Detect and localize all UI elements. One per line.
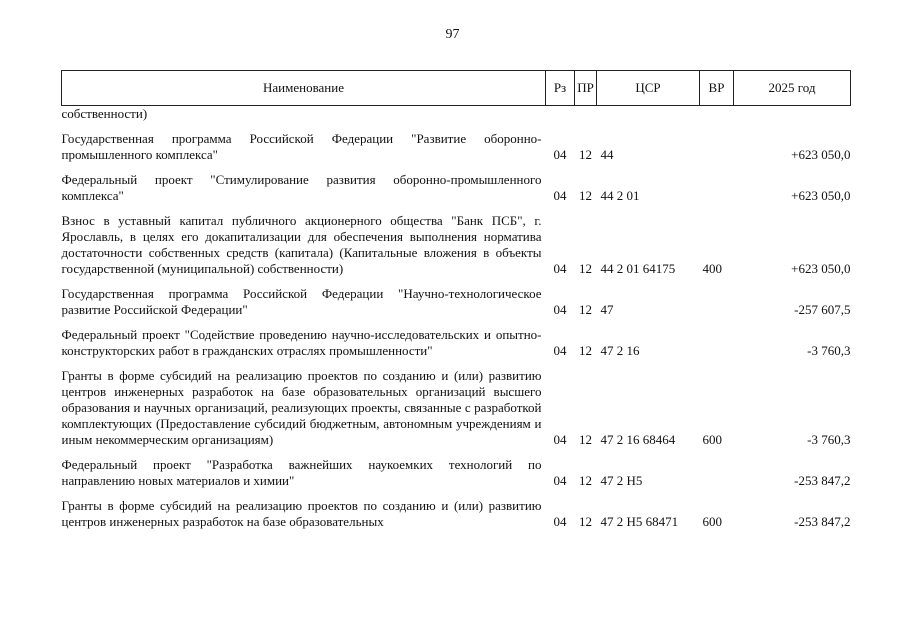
row-pr: 12 (579, 147, 592, 162)
row-vr (700, 448, 734, 489)
row-rz: 04 (553, 302, 567, 317)
row-name: Гранты в форме субсидий на реализацию проектов по созданию и (или) развитию центров инженерных разработок на базе образовательных (61, 498, 542, 529)
row-vr (700, 163, 734, 204)
row-name: Государственная программа Российской Федерации "Развитие оборонно-промышленного комплекса" (61, 131, 542, 162)
row-pr: 12 (579, 302, 592, 317)
header-year: 2025 год (734, 71, 851, 106)
row-vr: 600 (702, 514, 722, 529)
row-csr: 47 2 Н5 68471 (600, 514, 679, 529)
row-amount: -3 760,3 (807, 343, 851, 358)
row-csr: 47 2 16 68464 (600, 432, 676, 447)
row-csr: 44 2 01 (600, 188, 640, 203)
row-vr (700, 106, 734, 123)
row-rz: 04 (553, 147, 567, 162)
table-row (62, 448, 851, 489)
row-amount: -253 847,2 (794, 473, 851, 488)
row-amount: -253 847,2 (794, 514, 851, 529)
header-pr: ПР (575, 71, 597, 106)
page-number: 97 (445, 27, 460, 42)
row-amount: +623 050,0 (791, 261, 851, 276)
row-csr: 44 (600, 147, 614, 162)
row-csr: 47 2 Н5 (600, 473, 643, 488)
row-amount: -257 607,5 (794, 302, 851, 317)
row-amount: +623 050,0 (791, 188, 851, 203)
header-rz: Рз (546, 71, 575, 106)
row-rz: 04 (553, 188, 567, 203)
row-rz: 04 (553, 432, 567, 447)
row-amount (734, 106, 851, 123)
row-rz: 04 (553, 261, 567, 276)
row-pr: 12 (579, 432, 592, 447)
row-rz (546, 106, 575, 123)
row-name: собственности) (61, 106, 148, 121)
row-name: Федеральный проект "Разработка важнейших наукоемких технологий по направлению новых материалов и химии" (61, 457, 542, 488)
row-pr: 12 (579, 514, 592, 529)
row-pr: 12 (579, 473, 592, 488)
row-pr: 12 (579, 261, 592, 276)
budget-table (61, 70, 851, 530)
row-pr: 12 (579, 343, 592, 358)
row-name: Взнос в уставный капитал публичного акционерного общества "Банк ПСБ", г. Ярославль, в целях его докапитализации для обеспечения выполнения норматива достаточности собственных средств (капитала) (Капитальные вложения в объекты государственной (муниципальной) собственности) (61, 213, 542, 276)
row-csr: 47 2 16 (600, 343, 640, 358)
table-row (62, 318, 851, 359)
row-name: Федеральный проект "Содействие проведению научно-исследовательских и опытно-конструкторских работ в гражданских отраслях промышленности" (61, 327, 542, 358)
row-pr: 12 (579, 188, 592, 203)
table-row (62, 359, 851, 448)
row-rz: 04 (553, 473, 567, 488)
table-row (62, 277, 851, 318)
row-amount: +623 050,0 (791, 147, 851, 162)
row-name: Гранты в форме субсидий на реализацию проектов по созданию и (или) развитию центров инженерных разработок на базе образовательных организаций высшего образования и научных организаций, реализующих проекты, связанные с разработкой комплектующих (Предоставление субсидий бюджетным, автономным учреждениям и иным некоммерческим организациям) (61, 368, 542, 447)
row-pr (575, 106, 597, 123)
row-name: Государственная программа Российской Федерации "Научно-технологическое развитие Российской Федерации" (61, 286, 542, 317)
row-rz: 04 (553, 514, 567, 529)
table-body (62, 106, 851, 531)
table-header (62, 71, 851, 106)
row-csr (597, 106, 700, 123)
header-name: Наименование (62, 71, 546, 106)
table-row (62, 106, 851, 123)
table-row (62, 163, 851, 204)
header-csr: ЦСР (597, 71, 700, 106)
row-vr (700, 318, 734, 359)
table-row (62, 204, 851, 277)
header-vr: ВР (700, 71, 734, 106)
row-csr: 44 2 01 64175 (600, 261, 676, 276)
table-row (62, 122, 851, 163)
row-name: Федеральный проект "Стимулирование развития оборонно-промышленного комплекса" (61, 172, 542, 203)
row-vr: 600 (702, 432, 722, 447)
table-row (62, 489, 851, 530)
row-vr: 400 (702, 261, 722, 276)
row-rz: 04 (553, 343, 567, 358)
row-vr (700, 277, 734, 318)
row-amount: -3 760,3 (807, 432, 851, 447)
row-vr (700, 122, 734, 163)
row-csr: 47 (600, 302, 614, 317)
